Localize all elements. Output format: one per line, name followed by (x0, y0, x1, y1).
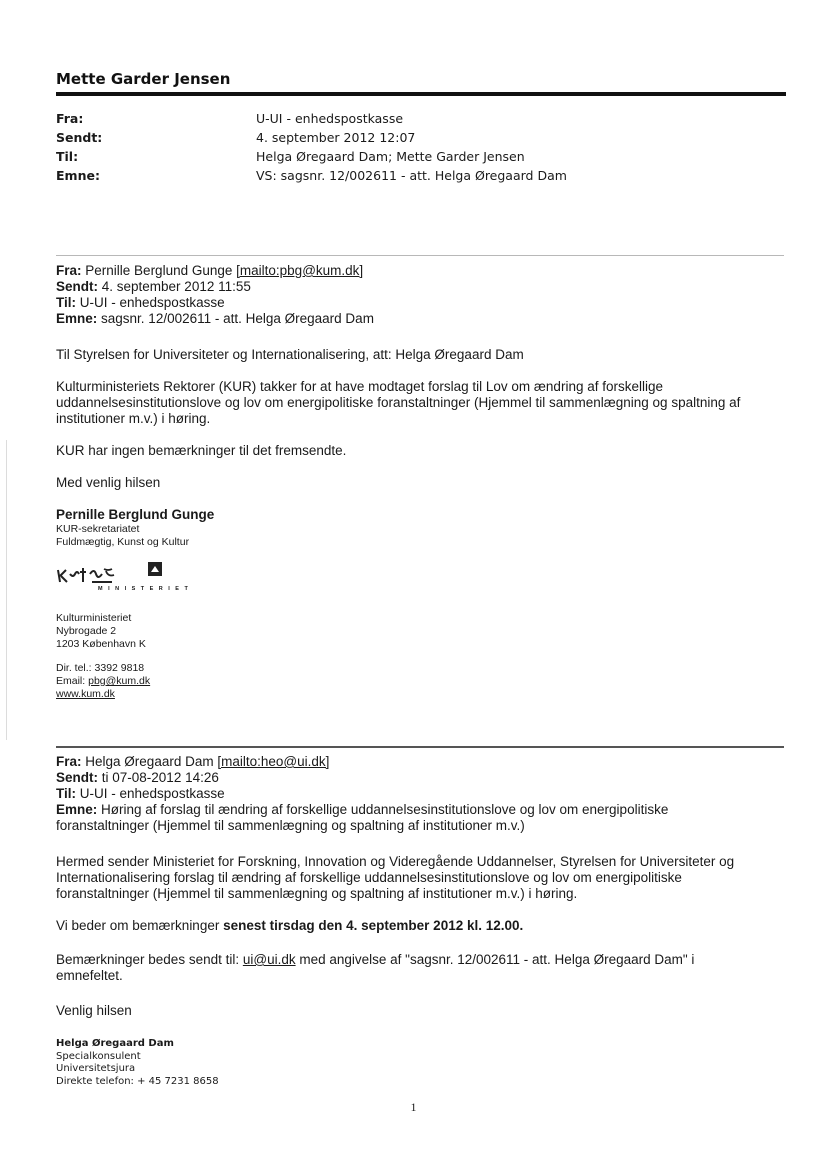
m1-to-line (56, 295, 776, 311)
m2-sig-phone: Direkte telefon: + 45 7231 8658 (56, 1075, 219, 1087)
message-2-meta (56, 754, 776, 834)
m2-sent-value: ti 07-08-2012 14:26 (101, 770, 219, 785)
kulturministeriet-logo (56, 560, 196, 599)
m1-contact (56, 662, 776, 701)
header-to-label: Til: (56, 149, 79, 164)
m2-to-line (56, 786, 776, 802)
m1-web-link[interactable]: www.kum.dk (56, 688, 115, 700)
m1-phone: Dir. tel.: 3392 9818 (56, 662, 145, 674)
m1-email-link[interactable]: pbg@kum.dk (88, 675, 151, 687)
header-subject-label: Emne: (56, 168, 100, 183)
m1-from-line (56, 263, 776, 279)
m2-sent-label: Sendt: (56, 770, 98, 785)
m1-org: Kulturministeriet (56, 612, 132, 624)
m1-sig-line2: Fuldmægtig, Kunst og Kultur (56, 536, 190, 548)
page-number: 1 (410, 1100, 417, 1114)
header-fields (56, 110, 786, 185)
m1-email-label: Email: (56, 675, 86, 687)
scan-edge-line (6, 440, 7, 740)
m1-closing: Med venlig hilsen (56, 475, 161, 490)
m1-from-value: Pernille Berglund Gunge (85, 263, 233, 278)
m2-deadline-prefix: Vi beder om bemærkninger (56, 918, 220, 933)
m1-body-2: KUR har ingen bemærkninger til det fremsendte. (56, 443, 347, 458)
m2-sent-line (56, 770, 776, 786)
header-sent-value: 4. september 2012 12:07 (256, 130, 416, 145)
m1-city: 1203 København K (56, 638, 146, 650)
m2-to-label: Til: (56, 786, 76, 801)
header-sent-label: Sendt: (56, 130, 103, 145)
m2-reply-instructions (56, 952, 756, 984)
m1-sig-line1: KUR-sekretariatet (56, 523, 140, 535)
m1-sig-name: Pernille Berglund Gunge (56, 507, 215, 522)
m2-deadline-bold: senest tirsdag den 4. september 2012 kl. 12.00. (223, 918, 524, 933)
m2-to-value: U-UI - enhedspostkasse (79, 786, 225, 801)
m1-to-value: U-UI - enhedspostkasse (79, 295, 225, 310)
m2-body-1: Hermed sender Ministeriet for Forskning, Innovation og Videregående Uddannelser, Styrelsen for Universiteter og Internationalisering forslag til ændring af forskellige uddannelsesinstitutionslove og lov om energipolitiske foranstaltninger (Hjemmel til sammenlægning og spaltning af institutioner m.v.) i høring. (56, 854, 735, 901)
m1-subject-value: sagsnr. 12/002611 - att. Helga Øregaard Dam (101, 311, 374, 326)
m1-address (56, 612, 776, 651)
m1-email-line (56, 675, 776, 688)
m2-subject-label: Emne: (56, 802, 98, 817)
m1-body-1: Kulturministeriets Rektorer (KUR) takker for at have modtaget forslag til Lov om ændring af forskellige uddannelsesinstitutionslove og lov om energipolitiske foranstaltninger (Hjemmel til sammenlægning og spaltning af institutioner m.v.) i høring. (56, 379, 741, 426)
m1-sent-value: 4. september 2012 11:55 (101, 279, 251, 294)
m2-sig-name: Helga Øregaard Dam (56, 1038, 174, 1049)
message-1-meta (56, 263, 776, 327)
message-separator-2 (56, 746, 784, 748)
m2-signature (56, 1038, 776, 1088)
mailbox-owner-name: Mette Garder Jensen (56, 70, 786, 96)
header-from-value: U-UI - enhedspostkasse (256, 111, 404, 126)
header-subject-value: VS: sagsnr. 12/002611 - att. Helga Øregaard Dam (256, 168, 567, 183)
m2-sig-dept: Universitetsjura (56, 1063, 136, 1074)
m1-sent-line (56, 279, 776, 295)
m2-deadline (56, 918, 776, 934)
m2-reply-email-link[interactable]: ui@ui.dk (242, 952, 296, 967)
m2-from-mailto-link[interactable]: [mailto:heo@ui.dk] (217, 754, 330, 769)
header-from-label: Fra: (56, 111, 84, 126)
m2-reply-suffix: med angivelse af "sagsnr. 12/002611 - att. Helga Øregaard Dam" i emnefeltet. (56, 952, 695, 983)
m2-reply-prefix: Bemærkninger bedes sendt til: (56, 952, 240, 967)
m2-subject-line (56, 802, 736, 834)
m1-sent-label: Sendt: (56, 279, 98, 294)
m1-signature (56, 507, 776, 549)
m1-greeting: Til Styrelsen for Universiteter og Internationalisering, att: Helga Øregaard Dam (56, 347, 524, 362)
m2-sig-title: Specialkonsulent (56, 1050, 141, 1062)
m2-closing: Venlig hilsen (56, 1003, 132, 1018)
m1-from-mailto-link[interactable]: [mailto:pbg@kum.dk] (236, 263, 364, 278)
message-separator (56, 255, 784, 256)
m1-subject-line (56, 311, 776, 327)
m1-subject-label: Emne: (56, 311, 98, 326)
m1-street: Nybrogade 2 (56, 625, 117, 637)
m1-from-label: Fra: (56, 263, 82, 278)
m2-subject-value: Høring af forslag til ændring af forskellige uddannelsesinstitutionslove og lov om energipolitiske foranstaltninger (Hjemmel til sammenlægning og spaltning af institutioner m.v.) (56, 802, 669, 833)
m2-from-line (56, 754, 776, 770)
m2-from-label: Fra: (56, 754, 82, 769)
m1-to-label: Til: (56, 295, 76, 310)
logo-caption: MINISTERIET (98, 586, 194, 592)
m2-from-value: Helga Øregaard Dam (85, 754, 214, 769)
print-header (56, 70, 786, 185)
header-to-value: Helga Øregaard Dam; Mette Garder Jensen (256, 149, 525, 164)
